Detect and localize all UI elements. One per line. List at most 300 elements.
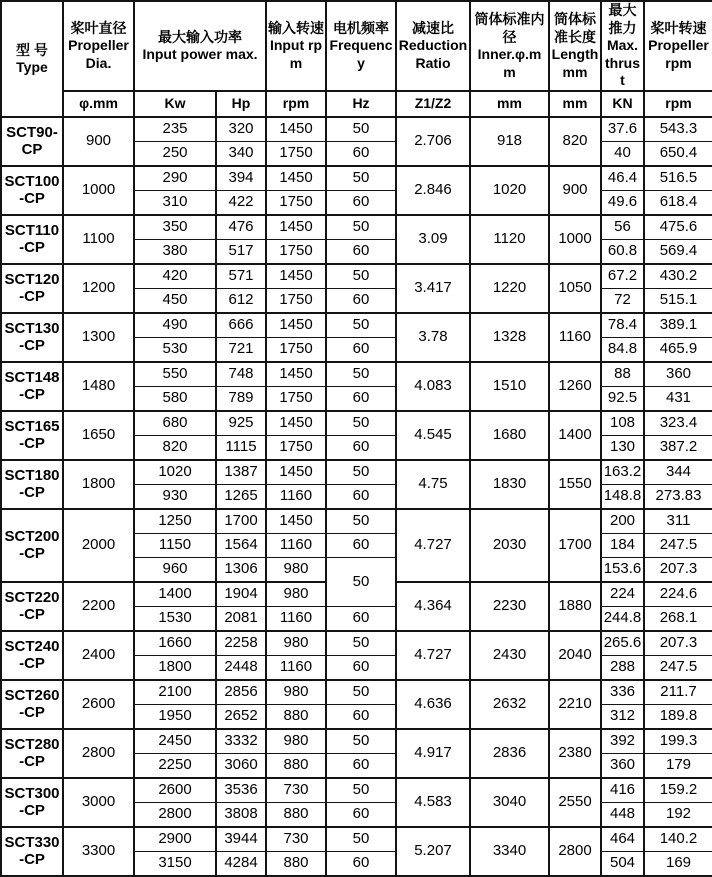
propeller-rpm-cell: 268.1 (644, 607, 712, 632)
col-header-propeller-rpm-en: Propeller rpm (648, 37, 709, 71)
model-cell: SCT240-CP (1, 631, 63, 680)
length-cell: 1550 (549, 460, 601, 509)
reduction-ratio-cell: 4.727 (396, 631, 470, 680)
input-rpm-cell: 1450 (266, 215, 326, 240)
power-kw-cell: 930 (134, 485, 216, 510)
power-hp-cell: 422 (216, 191, 266, 216)
power-kw-cell: 1150 (134, 534, 216, 558)
reduction-ratio-cell: 5.207 (396, 827, 470, 876)
propeller-dia-cell: 2800 (63, 729, 134, 778)
power-hp-cell: 1700 (216, 509, 266, 534)
col-header-reduction-ratio (396, 1, 470, 91)
propeller-dia-cell: 1100 (63, 215, 134, 264)
unit-propeller-rpm: rpm (644, 91, 712, 117)
input-rpm-cell: 880 (266, 803, 326, 828)
frequency-cell: 60 (326, 387, 396, 412)
propeller-dia-cell: 2600 (63, 680, 134, 729)
propeller-rpm-cell: 515.1 (644, 289, 712, 314)
table-row (1, 264, 712, 289)
power-hp-cell: 340 (216, 142, 266, 167)
max-thrust-cell: 224 (601, 582, 644, 607)
max-thrust-cell: 60.8 (601, 240, 644, 265)
model-cell: SCT300-CP (1, 778, 63, 827)
max-thrust-cell: 336 (601, 680, 644, 705)
input-rpm-cell: 1750 (266, 240, 326, 265)
frequency-cell: 50 (326, 166, 396, 191)
inner-dia-cell: 3040 (470, 778, 549, 827)
input-rpm-cell: 1450 (266, 411, 326, 436)
power-kw-cell: 820 (134, 436, 216, 461)
propeller-dia-cell: 3300 (63, 827, 134, 876)
power-hp-cell: 612 (216, 289, 266, 314)
power-hp-cell: 3060 (216, 754, 266, 779)
max-thrust-cell: 184 (601, 534, 644, 558)
frequency-cell: 60 (326, 803, 396, 828)
power-kw-cell: 2900 (134, 827, 216, 852)
propeller-rpm-cell: 199.3 (644, 729, 712, 754)
propeller-rpm-cell: 465.9 (644, 338, 712, 363)
model-cell: SCT100-CP (1, 166, 63, 215)
power-kw-cell: 380 (134, 240, 216, 265)
frequency-cell: 50 (326, 117, 396, 142)
max-thrust-cell: 163.2 (601, 460, 644, 485)
col-header-frequency-zh: 电机频率 (333, 19, 389, 36)
frequency-cell: 60 (326, 289, 396, 314)
input-rpm-cell: 1450 (266, 313, 326, 338)
max-thrust-cell: 78.4 (601, 313, 644, 338)
unit-thrust: KN (601, 91, 644, 117)
propeller-rpm-cell: 159.2 (644, 778, 712, 803)
col-header-inner-dia (470, 1, 549, 91)
power-kw-cell: 490 (134, 313, 216, 338)
power-kw-cell: 3150 (134, 852, 216, 877)
input-rpm-cell: 1160 (266, 485, 326, 510)
propeller-rpm-cell: 311 (644, 509, 712, 534)
inner-dia-cell: 2230 (470, 582, 549, 631)
model-cell: SCT280-CP (1, 729, 63, 778)
frequency-cell: 50 (326, 631, 396, 656)
power-kw-cell: 1020 (134, 460, 216, 485)
propeller-rpm-cell: 169 (644, 852, 712, 877)
input-rpm-cell: 1450 (266, 117, 326, 142)
model-cell: SCT130-CP (1, 313, 63, 362)
power-kw-cell: 1950 (134, 705, 216, 730)
propeller-rpm-cell: 430.2 (644, 264, 712, 289)
power-kw-cell: 2250 (134, 754, 216, 779)
power-kw-cell: 1660 (134, 631, 216, 656)
inner-dia-cell: 3340 (470, 827, 549, 876)
max-thrust-cell: 37.6 (601, 117, 644, 142)
propeller-dia-cell: 1480 (63, 362, 134, 411)
frequency-cell: 60 (326, 191, 396, 216)
max-thrust-cell: 153.6 (601, 558, 644, 583)
unit-kw: Kw (134, 91, 216, 117)
table-row (1, 215, 712, 240)
reduction-ratio-cell: 4.636 (396, 680, 470, 729)
propeller-rpm-cell: 475.6 (644, 215, 712, 240)
length-cell: 900 (549, 166, 601, 215)
propeller-dia-cell: 2400 (63, 631, 134, 680)
power-hp-cell: 320 (216, 117, 266, 142)
propeller-rpm-cell: 273.83 (644, 485, 712, 510)
inner-dia-cell: 1120 (470, 215, 549, 264)
frequency-cell: 60 (326, 338, 396, 363)
col-header-input-power-en: Input power max. (142, 46, 258, 62)
reduction-ratio-cell: 3.78 (396, 313, 470, 362)
model-cell: SCT90-CP (1, 117, 63, 166)
power-hp-cell: 3332 (216, 729, 266, 754)
power-kw-cell: 1400 (134, 582, 216, 607)
input-rpm-cell: 1450 (266, 264, 326, 289)
input-rpm-cell: 1450 (266, 460, 326, 485)
power-hp-cell: 1904 (216, 582, 266, 607)
power-kw-cell: 1250 (134, 509, 216, 534)
col-header-max-thrust-zh: 最大推力 (608, 2, 637, 36)
reduction-ratio-cell: 4.727 (396, 509, 470, 582)
power-kw-cell: 310 (134, 191, 216, 216)
length-cell: 820 (549, 117, 601, 166)
model-cell: SCT120-CP (1, 264, 63, 313)
reduction-ratio-cell: 4.364 (396, 582, 470, 631)
table-row (1, 362, 712, 387)
propeller-rpm-cell: 516.5 (644, 166, 712, 191)
unit-length: mm (549, 91, 601, 117)
power-kw-cell: 290 (134, 166, 216, 191)
col-header-input-rpm-zh: 输入转速 (268, 19, 324, 36)
frequency-cell: 60 (326, 485, 396, 510)
frequency-cell: 50 (326, 558, 396, 607)
propeller-dia-cell: 2200 (63, 582, 134, 631)
input-rpm-cell: 1160 (266, 534, 326, 558)
length-cell: 2800 (549, 827, 601, 876)
reduction-ratio-cell: 3.417 (396, 264, 470, 313)
frequency-cell: 60 (326, 534, 396, 558)
frequency-cell: 60 (326, 436, 396, 461)
propeller-dia-cell: 3000 (63, 778, 134, 827)
max-thrust-cell: 56 (601, 215, 644, 240)
power-hp-cell: 1265 (216, 485, 266, 510)
frequency-cell: 50 (326, 362, 396, 387)
power-kw-cell: 250 (134, 142, 216, 167)
power-hp-cell: 2081 (216, 607, 266, 632)
col-header-type-en: Type (16, 59, 48, 75)
frequency-cell: 50 (326, 215, 396, 240)
power-kw-cell: 530 (134, 338, 216, 363)
model-cell: SCT165-CP (1, 411, 63, 460)
length-cell: 2210 (549, 680, 601, 729)
input-rpm-cell: 880 (266, 705, 326, 730)
model-cell: SCT148-CP (1, 362, 63, 411)
input-rpm-cell: 1450 (266, 509, 326, 534)
reduction-ratio-cell: 4.583 (396, 778, 470, 827)
power-hp-cell: 517 (216, 240, 266, 265)
input-rpm-cell: 1750 (266, 142, 326, 167)
model-cell: SCT260-CP (1, 680, 63, 729)
power-kw-cell: 450 (134, 289, 216, 314)
unit-inner-dia: mm (470, 91, 549, 117)
max-thrust-cell: 392 (601, 729, 644, 754)
input-rpm-cell: 1750 (266, 289, 326, 314)
propeller-dia-cell: 1650 (63, 411, 134, 460)
length-cell: 1160 (549, 313, 601, 362)
frequency-cell: 50 (326, 264, 396, 289)
input-rpm-cell: 1450 (266, 362, 326, 387)
propeller-dia-cell: 1800 (63, 460, 134, 509)
table-header (1, 1, 712, 117)
propeller-rpm-cell: 224.6 (644, 582, 712, 607)
length-cell: 1880 (549, 582, 601, 631)
inner-dia-cell: 2836 (470, 729, 549, 778)
reduction-ratio-cell: 4.545 (396, 411, 470, 460)
frequency-cell: 50 (326, 509, 396, 534)
frequency-cell: 60 (326, 240, 396, 265)
power-kw-cell: 2600 (134, 778, 216, 803)
table-row (1, 680, 712, 705)
col-header-reduction-ratio-en: Reduction Ratio (398, 37, 468, 71)
unit-ratio: Z1/Z2 (396, 91, 470, 117)
power-kw-cell: 235 (134, 117, 216, 142)
col-header-type-zh: 型 号 (16, 41, 48, 58)
propeller-rpm-cell: 650.4 (644, 142, 712, 167)
propeller-rpm-cell: 211.7 (644, 680, 712, 705)
col-header-propeller-rpm (644, 1, 712, 91)
input-rpm-cell: 880 (266, 852, 326, 877)
unit-input-rpm: rpm (266, 91, 326, 117)
power-hp-cell: 3944 (216, 827, 266, 852)
power-hp-cell: 571 (216, 264, 266, 289)
max-thrust-cell: 504 (601, 852, 644, 877)
unit-dia: φ.mm (63, 91, 134, 117)
col-header-type (1, 1, 63, 117)
model-cell: SCT110-CP (1, 215, 63, 264)
propeller-rpm-cell: 543.3 (644, 117, 712, 142)
input-rpm-cell: 880 (266, 754, 326, 779)
input-rpm-cell: 1750 (266, 338, 326, 363)
table-row (1, 778, 712, 803)
input-rpm-cell: 1750 (266, 191, 326, 216)
col-header-propeller-rpm-zh: 桨叶转速 (650, 19, 707, 36)
table-row (1, 631, 712, 656)
table-row (1, 117, 712, 142)
propeller-rpm-cell: 387.2 (644, 436, 712, 461)
power-hp-cell: 2448 (216, 656, 266, 681)
col-header-inner-dia-en: Inner.φ.mm (477, 46, 542, 80)
propeller-rpm-cell: 247.5 (644, 656, 712, 681)
input-rpm-cell: 1160 (266, 607, 326, 632)
col-header-input-rpm-en: Input rpm (269, 37, 323, 71)
propeller-dia-cell: 1200 (63, 264, 134, 313)
max-thrust-cell: 288 (601, 656, 644, 681)
power-kw-cell: 350 (134, 215, 216, 240)
frequency-cell: 60 (326, 852, 396, 877)
col-header-frequency-en: Frequency (329, 37, 393, 71)
max-thrust-cell: 360 (601, 754, 644, 779)
length-cell: 1400 (549, 411, 601, 460)
reduction-ratio-cell: 4.917 (396, 729, 470, 778)
propeller-rpm-cell: 618.4 (644, 191, 712, 216)
inner-dia-cell: 1680 (470, 411, 549, 460)
inner-dia-cell: 1220 (470, 264, 549, 313)
col-header-max-thrust-en: Max. thrust (605, 37, 640, 89)
inner-dia-cell: 918 (470, 117, 549, 166)
inner-dia-cell: 1020 (470, 166, 549, 215)
power-hp-cell: 2652 (216, 705, 266, 730)
max-thrust-cell: 130 (601, 436, 644, 461)
max-thrust-cell: 92.5 (601, 387, 644, 412)
power-hp-cell: 1306 (216, 558, 266, 583)
power-hp-cell: 925 (216, 411, 266, 436)
power-hp-cell: 2856 (216, 680, 266, 705)
table-row (1, 460, 712, 485)
max-thrust-cell: 448 (601, 803, 644, 828)
power-kw-cell: 1800 (134, 656, 216, 681)
model-cell: SCT330-CP (1, 827, 63, 876)
propeller-rpm-cell: 179 (644, 754, 712, 779)
max-thrust-cell: 88 (601, 362, 644, 387)
propeller-rpm-cell: 207.3 (644, 631, 712, 656)
frequency-cell: 50 (326, 460, 396, 485)
propeller-dia-cell: 2000 (63, 509, 134, 582)
length-cell: 2550 (549, 778, 601, 827)
length-cell: 1260 (549, 362, 601, 411)
reduction-ratio-cell: 3.09 (396, 215, 470, 264)
power-kw-cell: 420 (134, 264, 216, 289)
power-hp-cell: 1115 (216, 436, 266, 461)
table-row (1, 827, 712, 852)
frequency-cell: 60 (326, 705, 396, 730)
model-cell: SCT200-CP (1, 509, 63, 582)
table-row (1, 166, 712, 191)
power-hp-cell: 4284 (216, 852, 266, 877)
table-row (1, 411, 712, 436)
power-hp-cell: 789 (216, 387, 266, 412)
propeller-rpm-cell: 389.1 (644, 313, 712, 338)
max-thrust-cell: 40 (601, 142, 644, 167)
col-header-frequency (326, 1, 396, 91)
power-hp-cell: 3808 (216, 803, 266, 828)
max-thrust-cell: 108 (601, 411, 644, 436)
frequency-cell: 50 (326, 827, 396, 852)
reduction-ratio-cell: 4.083 (396, 362, 470, 411)
inner-dia-cell: 1830 (470, 460, 549, 509)
col-header-propeller-dia (63, 1, 134, 91)
power-hp-cell: 666 (216, 313, 266, 338)
model-cell: SCT180-CP (1, 460, 63, 509)
frequency-cell: 60 (326, 754, 396, 779)
table-row (1, 509, 712, 534)
max-thrust-cell: 265.6 (601, 631, 644, 656)
col-header-input-power (134, 1, 266, 91)
input-rpm-cell: 730 (266, 827, 326, 852)
input-rpm-cell: 1750 (266, 436, 326, 461)
max-thrust-cell: 244.8 (601, 607, 644, 632)
max-thrust-cell: 46.4 (601, 166, 644, 191)
length-cell: 2380 (549, 729, 601, 778)
input-rpm-cell: 980 (266, 680, 326, 705)
power-hp-cell: 2258 (216, 631, 266, 656)
unit-frequency: Hz (326, 91, 396, 117)
propeller-dia-cell: 900 (63, 117, 134, 166)
col-header-length-en: Length mm (551, 46, 599, 80)
propeller-dia-cell: 1300 (63, 313, 134, 362)
input-rpm-cell: 980 (266, 582, 326, 607)
table-row (1, 729, 712, 754)
input-rpm-cell: 1160 (266, 656, 326, 681)
propeller-rpm-cell: 247.5 (644, 534, 712, 558)
frequency-cell: 60 (326, 607, 396, 632)
reduction-ratio-cell: 2.846 (396, 166, 470, 215)
col-header-propeller-dia-en: Propeller Dia. (68, 37, 129, 71)
col-header-input-power-zh: 最大输入功率 (158, 28, 242, 45)
propeller-rpm-cell: 569.4 (644, 240, 712, 265)
frequency-cell: 50 (326, 680, 396, 705)
propeller-rpm-cell: 189.8 (644, 705, 712, 730)
inner-dia-cell: 2430 (470, 631, 549, 680)
power-kw-cell: 680 (134, 411, 216, 436)
max-thrust-cell: 200 (601, 509, 644, 534)
input-rpm-cell: 980 (266, 558, 326, 583)
col-header-input-rpm (266, 1, 326, 91)
reduction-ratio-cell: 2.706 (396, 117, 470, 166)
length-cell: 1000 (549, 215, 601, 264)
reduction-ratio-cell: 4.75 (396, 460, 470, 509)
length-cell: 2040 (549, 631, 601, 680)
col-header-length (549, 1, 601, 91)
power-hp-cell: 721 (216, 338, 266, 363)
input-rpm-cell: 980 (266, 729, 326, 754)
frequency-cell: 50 (326, 778, 396, 803)
frequency-cell: 60 (326, 142, 396, 167)
power-hp-cell: 394 (216, 166, 266, 191)
input-rpm-cell: 1750 (266, 387, 326, 412)
input-rpm-cell: 1450 (266, 166, 326, 191)
model-cell: SCT220-CP (1, 582, 63, 631)
power-hp-cell: 748 (216, 362, 266, 387)
table-row (1, 313, 712, 338)
max-thrust-cell: 72 (601, 289, 644, 314)
power-kw-cell: 2800 (134, 803, 216, 828)
frequency-cell: 50 (326, 729, 396, 754)
power-hp-cell: 476 (216, 215, 266, 240)
propeller-rpm-cell: 344 (644, 460, 712, 485)
col-header-reduction-ratio-zh: 减速比 (412, 19, 454, 36)
propeller-rpm-cell: 360 (644, 362, 712, 387)
power-kw-cell: 960 (134, 558, 216, 583)
power-kw-cell: 2450 (134, 729, 216, 754)
spec-table-body (1, 117, 712, 876)
inner-dia-cell: 1510 (470, 362, 549, 411)
max-thrust-cell: 416 (601, 778, 644, 803)
frequency-cell: 50 (326, 313, 396, 338)
input-rpm-cell: 980 (266, 631, 326, 656)
length-cell: 1050 (549, 264, 601, 313)
power-kw-cell: 580 (134, 387, 216, 412)
propeller-rpm-cell: 207.3 (644, 558, 712, 583)
unit-hp: Hp (216, 91, 266, 117)
inner-dia-cell: 2030 (470, 509, 549, 582)
frequency-cell: 50 (326, 411, 396, 436)
length-cell: 1700 (549, 509, 601, 582)
inner-dia-cell: 1328 (470, 313, 549, 362)
propeller-rpm-cell: 323.4 (644, 411, 712, 436)
power-hp-cell: 3536 (216, 778, 266, 803)
propeller-dia-cell: 1000 (63, 166, 134, 215)
frequency-cell: 60 (326, 656, 396, 681)
inner-dia-cell: 2632 (470, 680, 549, 729)
col-header-inner-dia-zh: 筒体标准内径 (474, 11, 545, 45)
max-thrust-cell: 464 (601, 827, 644, 852)
col-header-max-thrust (601, 1, 644, 91)
